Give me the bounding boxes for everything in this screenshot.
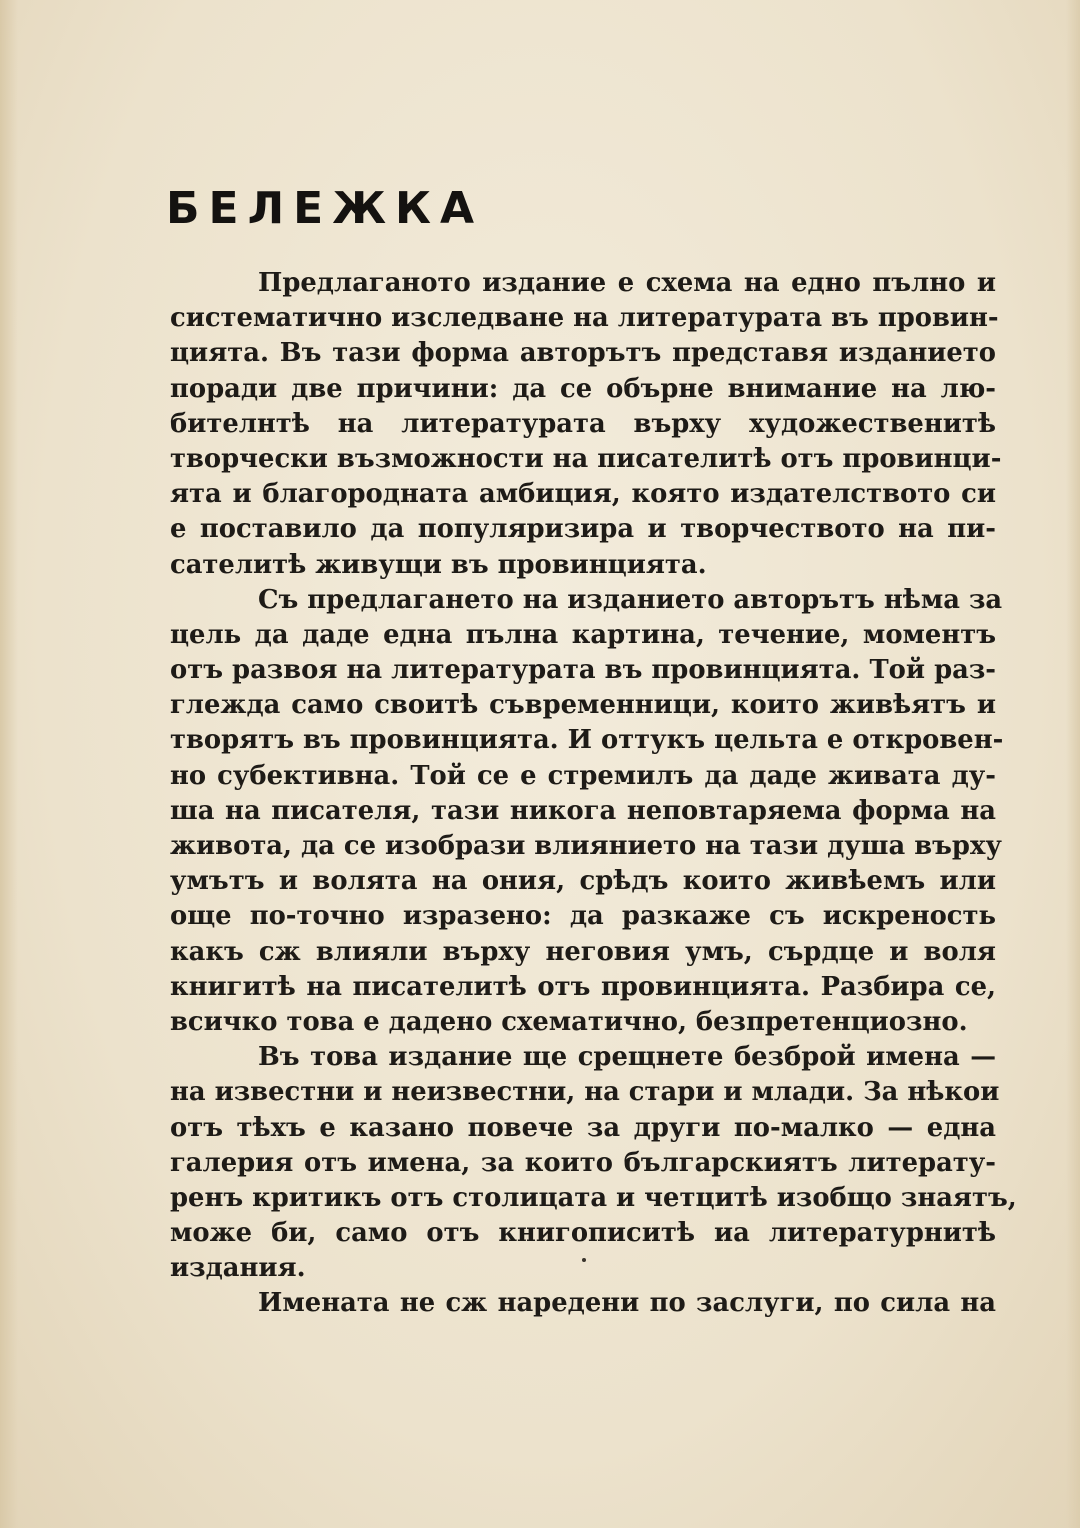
text-line: но субективна. Той се е стремилъ да даде живата ду-: [170, 760, 996, 791]
text-line: сателитѣ живущи въ провинцията.: [170, 549, 707, 580]
text-line: цията. Въ тази форма авторътъ представя изданието: [170, 338, 996, 369]
text-line: може би, само отъ книгописитѣ иа литературнитѣ: [170, 1218, 996, 1249]
text-line: отъ тѣхъ е казано повече за други по-малко — една: [170, 1112, 996, 1143]
text-line: творятъ въ провинцията. И оттукъ цельта е откровен-: [170, 725, 1004, 756]
text-line: още по-точно изразено: да разкаже съ искреность: [170, 901, 996, 932]
text-line: систематично изследване на литературата въ провин-: [170, 303, 999, 334]
text-line: какъ сж влияли върху неговия умъ, сърдце и воля: [170, 936, 996, 967]
text-line: галерия отъ имена, за които българскиятъ литерату-: [170, 1147, 996, 1178]
text-line: е поставило да популяризира и творчеството на пи-: [170, 514, 996, 545]
page-edge-shadow-right: [1066, 0, 1080, 1528]
text-line: живота, да се изобрази влиянието на тази душа върху: [170, 831, 1002, 861]
text-line: Съ предлагането на изданието авторътъ нѣма за: [258, 584, 1003, 615]
text-line: Въ това издание ще срещнете безброй имена —: [258, 1042, 996, 1073]
page-edge-shadow-left: [0, 0, 18, 1528]
text-line: творчески възможности на писателитѣ отъ провинци-: [170, 443, 1002, 474]
text-line: на известни и неизвестни, на стари и млади. За нѣкои: [170, 1077, 1000, 1108]
text-line: ята и благородната амбиция, която издателството си: [170, 479, 996, 510]
text-line: издания.: [170, 1253, 306, 1284]
text-line: Имената не сж наредени по заслуги, по сила на: [258, 1288, 996, 1319]
text-line: бителнтѣ на литературата върху художественитѣ: [170, 408, 996, 439]
text-line: цель да даде една пълна картина, течение, моментъ: [170, 619, 996, 650]
text-line: отъ развоя на литературата въ провинцията. Той раз-: [170, 655, 996, 686]
text-line: всичко това е дадено схематично, безпретенциозно.: [170, 1006, 968, 1037]
text-line: поради две причини: да се обърне внимание на лю-: [170, 373, 996, 404]
text-line: ша на писателя, тази никога неповтаряема форма на: [170, 795, 996, 826]
body-text: [170, 266, 1017, 1322]
text-line: умътъ и волята на ония, срѣдъ които живѣемъ или: [170, 866, 996, 897]
text-line: Предлаганото издание е схема на едно пълно и: [258, 268, 996, 298]
text-line: ренъ критикъ отъ столицата и четцитѣ изобщо знаятъ,: [170, 1182, 1017, 1213]
page-title: БЕЛЕЖКА: [166, 183, 484, 234]
ink-speck: [582, 1258, 586, 1262]
text-line: глежда само своитѣ съвременници, които живѣятъ и: [170, 690, 996, 721]
text-line: книгитѣ на писателитѣ отъ провинцията. Разбира се,: [170, 971, 996, 1002]
